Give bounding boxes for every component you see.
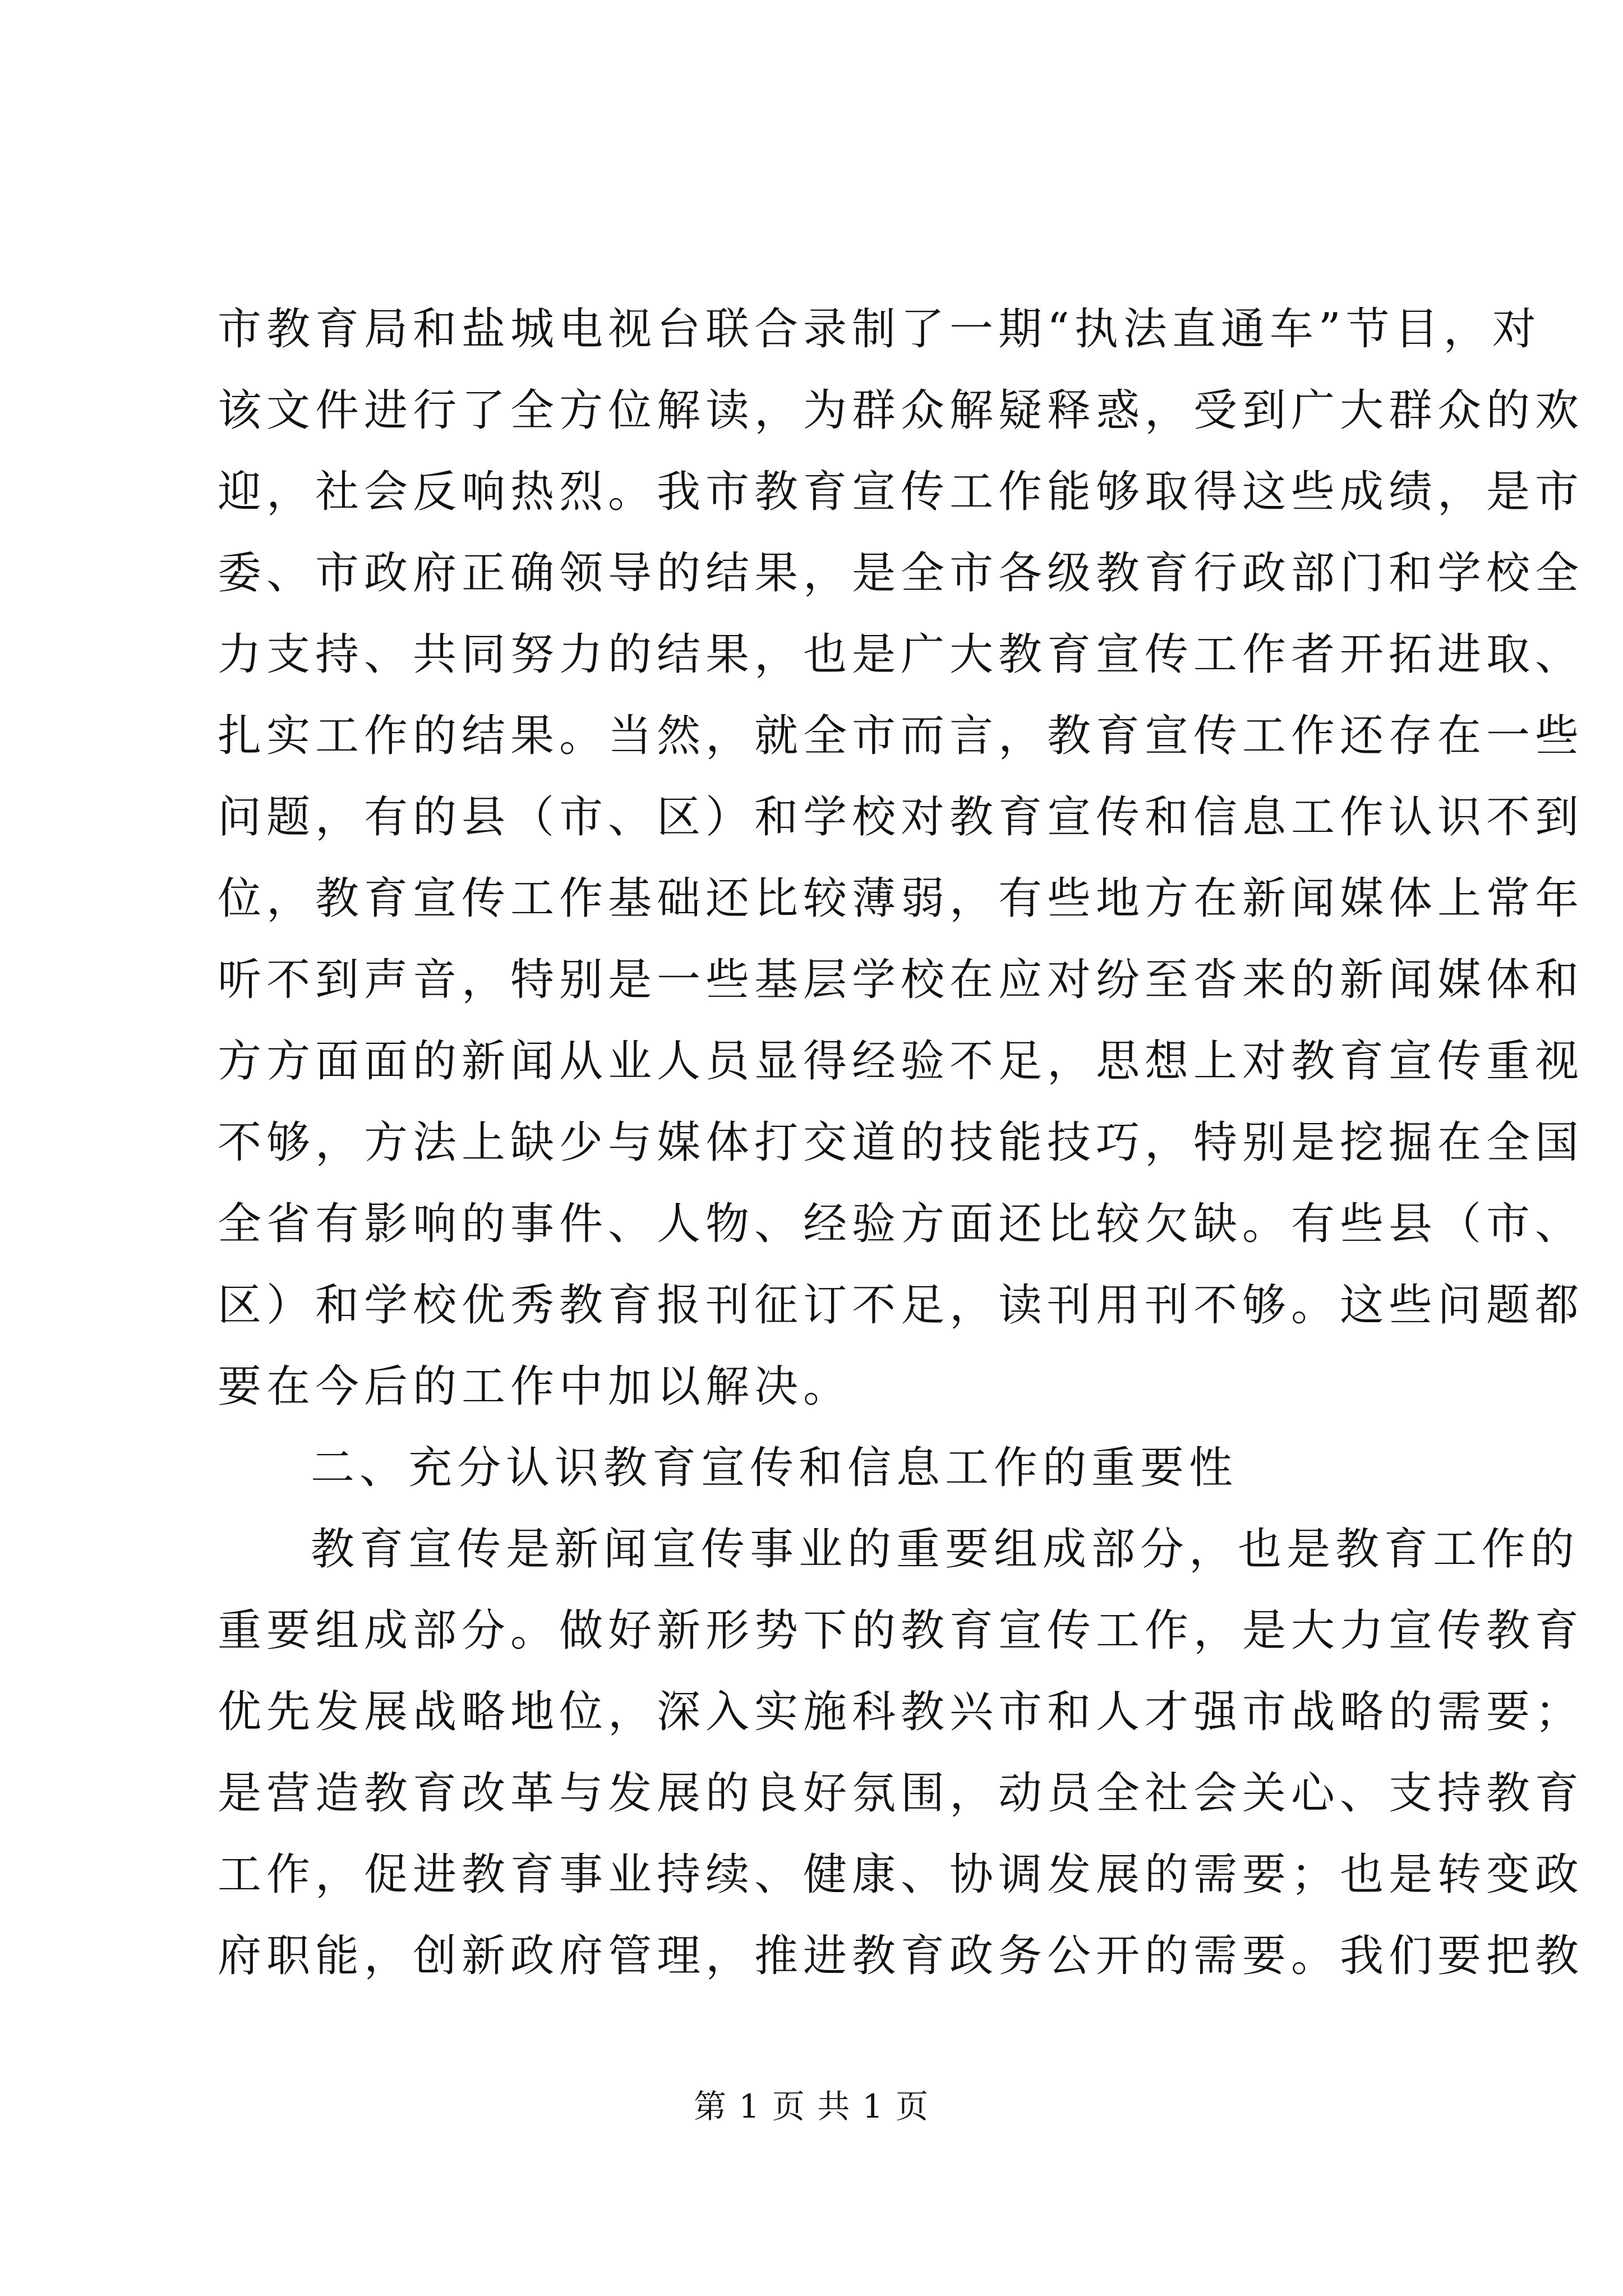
text-line: 重要组成部分。做好新形势下的教育宣传工作，是大力宣传教育 <box>218 1605 1584 1656</box>
text-line: 该文件进行了全方位解读，为群众解疑释惑，受到广大群众的欢 <box>218 385 1584 436</box>
text-line: 要在今后的工作中加以解决。 <box>218 1361 852 1412</box>
text-line: 全省有影响的事件、人物、经验方面还比较欠缺。有些县（市、 <box>218 1199 1584 1249</box>
text-line: 教育宣传是新闻宣传事业的重要组成部分，也是教育工作的 <box>311 1524 1580 1575</box>
text-line: 委、市政府正确领导的结果，是全市各级教育行政部门和学校全 <box>218 548 1584 599</box>
text-line: 区）和学校优秀教育报刊征订不足，读刊用刊不够。这些问题都 <box>218 1280 1584 1331</box>
text-line: 不够，方法上缺少与媒体打交道的技能技巧，特别是挖掘在全国 <box>218 1117 1584 1168</box>
section-heading: 二、充分认识教育宣传和信息工作的重要性 <box>311 1443 1238 1493</box>
text-line: 府职能，创新政府管理，推进教育政务公开的需要。我们要把教 <box>218 1931 1584 1981</box>
text-line: 听不到声音，特别是一些基层学校在应对纷至沓来的新闻媒体和 <box>218 955 1584 1005</box>
page-footer: 第 1 页 共 1 页 <box>694 2087 929 2125</box>
text-line: 问题，有的县（市、区）和学校对教育宣传和信息工作认识不到 <box>218 792 1584 843</box>
text-line: 扎实工作的结果。当然，就全市而言，教育宣传工作还存在一些 <box>218 711 1584 761</box>
body-text <box>218 289 1584 1997</box>
text-line: 是营造教育改革与发展的良好氛围，动员全社会关心、支持教育 <box>218 1768 1584 1819</box>
text-line: 方方面面的新闻从业人员显得经验不足，思想上对教育宣传重视 <box>218 1036 1584 1087</box>
text-line: 市教育局和盐城电视台联合录制了一期“执法直通车”节目，对 <box>218 304 1541 355</box>
text-line: 优先发展战略地位，深入实施科教兴市和人才强市战略的需要； <box>218 1687 1584 1737</box>
text-line: 工作，促进教育事业持续、健康、协调发展的需要；也是转变政 <box>218 1849 1584 1900</box>
text-line: 力支持、共同努力的结果，也是广大教育宣传工作者开拓进取、 <box>218 629 1584 680</box>
text-line: 位，教育宣传工作基础还比较薄弱，有些地方在新闻媒体上常年 <box>218 873 1584 924</box>
text-line: 迎，社会反响热烈。我市教育宣传工作能够取得这些成绩，是市 <box>218 467 1584 517</box>
